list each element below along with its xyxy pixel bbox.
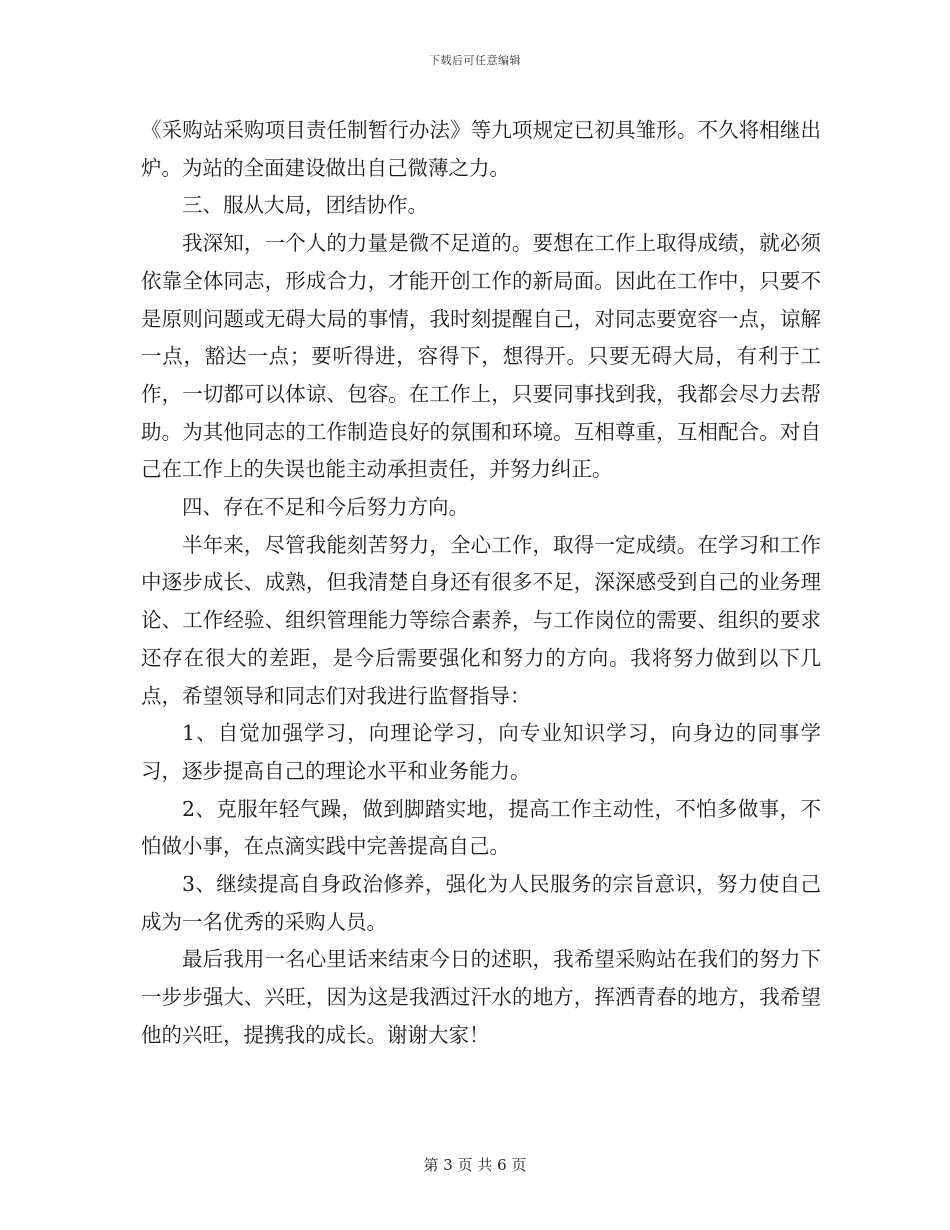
document-body — [141, 112, 821, 1055]
page-number: 第 3 页 共 6 页 — [423, 1156, 527, 1174]
section-heading-4: 四、存在不足和今后努力方向。 — [182, 495, 469, 520]
paragraph: 我深知，一个人的力量是微不足道的。要想在工作上取得成绩，就必须依靠全体同志，形成合力，才能开创工作的新局面。因此在工作中，只要不是原则问题或无碍大局的事情，我时刻提醒自己，对同志要宽容一点，谅解一点，豁达一点；要听得进，容得下，想得开。只要无碍大局，有利于工作，一切都可以体谅、包容。在工作上，只要同事找到我，我都会尽力去帮助。为其他同志的工作制造良好的氛围和环境。互相尊重，互相配合。对自己在工作上的失误也能主动承担责任，并努力纠正。 — [141, 231, 821, 482]
list-item-3: 3、继续提高自身政治修养，强化为人民服务的宗旨意识，努力使自己成为一名优秀的采购人员。 — [141, 872, 821, 934]
list-item-1: 1、自觉加强学习，向理论学习，向专业知识学习，向身边的同事学习，逐步提高自己的理论水平和业务能力。 — [141, 721, 821, 783]
closing-paragraph: 最后我用一名心里话来结束今日的述职，我希望采购站在我们的努力下一步步强大、兴旺，因为这是我洒过汗水的地方，挥洒青春的地方，我希望他的兴旺，提携我的成长。谢谢大家！ — [141, 947, 821, 1047]
paragraph: 半年来，尽管我能刻苦努力，全心工作，取得一定成绩。在学习和工作中逐步成长、成熟，但我清楚自身还有很多不足，深深感受到自己的业务理论、工作经验、组织管理能力等综合素养，与工作岗位的需要、组织的要求还存在很大的差距，是今后需要强化和努力的方向。我将努力做到以下几点，希望领导和同志们对我进行监督指导： — [141, 532, 821, 708]
list-item-2: 2、克服年轻气躁，做到脚踏实地，提高工作主动性，不怕多做事，不怕做小事，在点滴实践中完善提高自己。 — [141, 796, 821, 859]
section-heading-3: 三、服从大局，团结协作。 — [182, 193, 428, 218]
page-header: 下载后可任意编辑 — [429, 54, 521, 67]
paragraph-continuation: 《采购站采购项目责任制暂行办法》等九项规定已初具雏形。不久将相继出炉。为站的全面建设做出自己微薄之力。 — [141, 118, 821, 180]
